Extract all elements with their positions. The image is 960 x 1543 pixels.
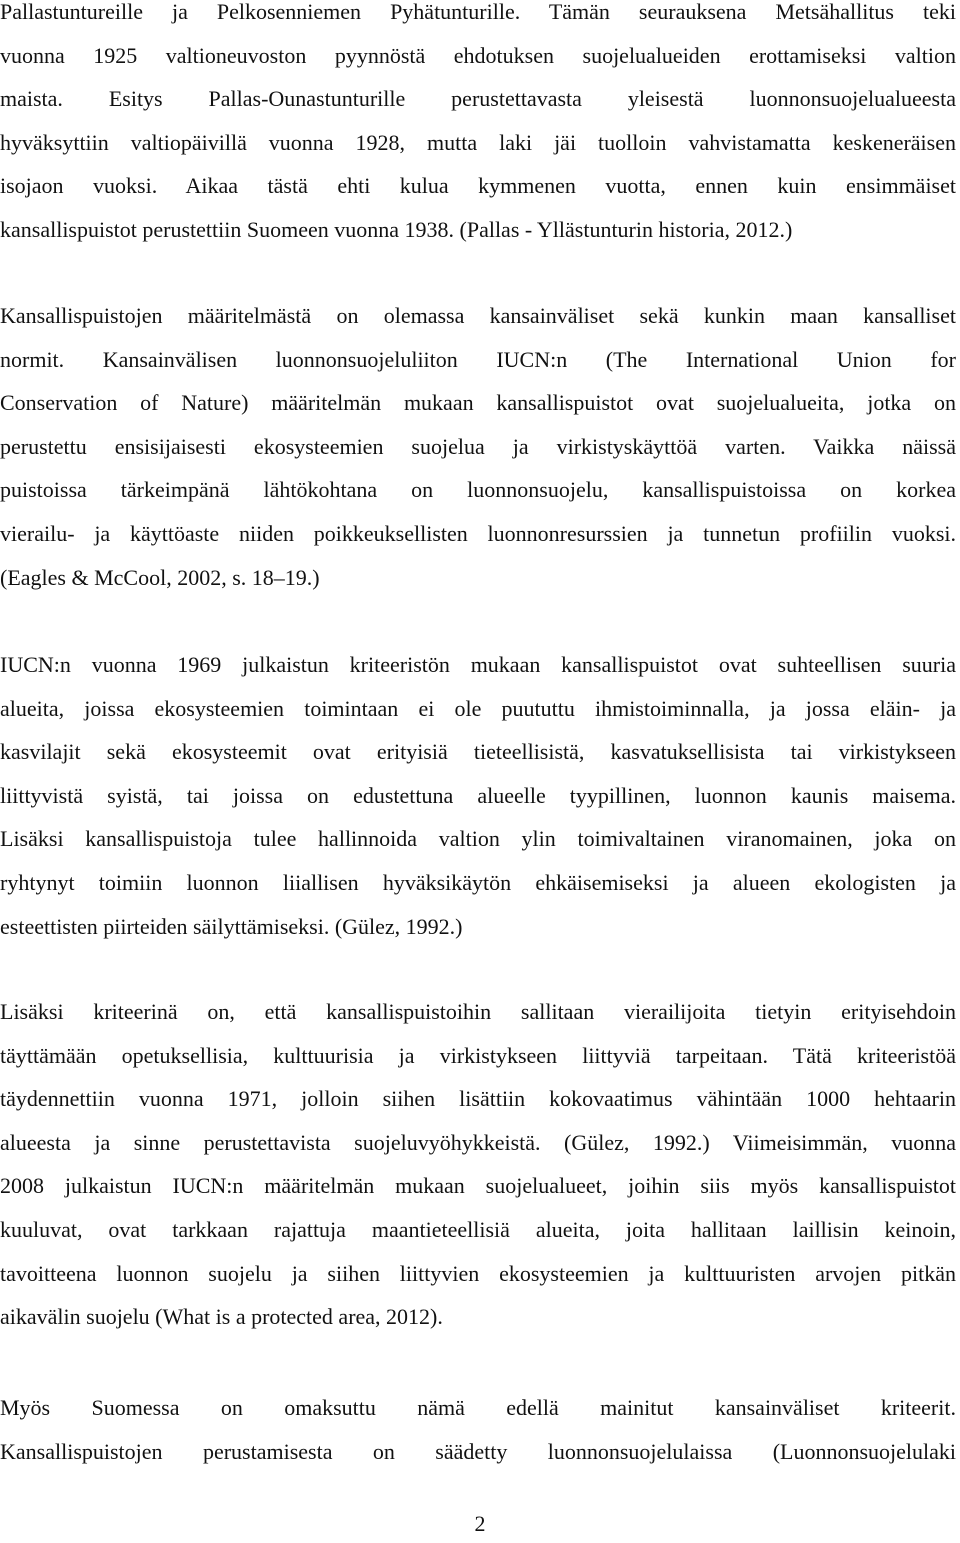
text-line: Kansallispuistojen määritelmästä on olemassa kansainväliset sekä kunkin maan kansalliset bbox=[0, 303, 956, 328]
text-line: esteettisten piirteiden säilyttämiseksi. (Gülez, 1992.) bbox=[0, 913, 463, 939]
text-line: puistoissa tärkeimpänä lähtökohtana on luonnonsuojelu, kansallispuistoissa on korkea bbox=[0, 477, 956, 503]
paragraph-additional-criteria bbox=[0, 990, 956, 1339]
text-line: hyväksyttiin valtiopäivillä vuonna 1928, mutta laki jäi tuolloin vahvistamatta keskeneräisen bbox=[0, 129, 956, 155]
text-line: kasvilajit sekä ekosysteemit ovat erityisiä tieteellisistä, kasvatuksellisista tai virkistykseen bbox=[0, 739, 956, 765]
text-line: täyttämään opetuksellisia, kulttuurisia ja virkistykseen liittyviä tarpeitaan. Tätä kriteeristöä bbox=[0, 1042, 956, 1068]
text-line: vierailu- ja käyttöaste niiden poikkeuksellisten luonnonresurssien ja tunnetun profiilin vuoksi. bbox=[0, 520, 956, 546]
text-line: aikavälin suojelu (What is a protected area, 2012). bbox=[0, 1304, 443, 1330]
text-line: isojaon vuoksi. Aikaa tästä ehti kulua kymmenen vuotta, ennen kuin ensimmäiset bbox=[0, 173, 956, 199]
text-line: (Eagles & McCool, 2002, s. 18–19.) bbox=[0, 564, 320, 590]
text-line: alueita, joissa ekosysteemien toimintaan ei ole puututtu ihmistoiminnalla, ja jossa eläin- ja bbox=[0, 695, 956, 721]
text-line: Lisäksi kansallispuistoja tulee hallinnoida valtion ylin toimivaltainen viranomainen, joka on bbox=[0, 826, 956, 852]
text-line: maista. Esitys Pallas-Ounastunturille perustettavasta yleisestä luonnonsuojelualueesta bbox=[0, 86, 956, 112]
paragraph-national-park-history bbox=[0, 0, 956, 252]
text-line: ryhtynyt toimiin luonnon liiallisen hyväksikäytön ehkäisemiseksi ja alueen ekologisten ja bbox=[0, 869, 956, 895]
text-line: Conservation of Nature) määritelmän mukaan kansallispuistot ovat suojelualueita, jotka on bbox=[0, 390, 956, 416]
text-line: normit. Kansainvälisen luonnonsuojeluliiton IUCN:n (The International Union for bbox=[0, 346, 956, 372]
paragraph-iucn-definition bbox=[0, 294, 956, 599]
text-line: IUCN:n vuonna 1969 julkaistun kriteeristön mukaan kansallispuistot ovat suhteellisen suuria bbox=[0, 652, 956, 677]
text-line: tavoitteena luonnon suojelu ja siihen liittyvien ekosysteemien ja kulttuuristen arvojen pitkän bbox=[0, 1260, 956, 1286]
text-line: Myös Suomessa on omaksuttu nämä edellä mainitut kansainväliset kriteerit. bbox=[0, 1395, 956, 1420]
text-line: kansallispuistot perustettiin Suomeen vuonna 1938. (Pallas - Yllästunturin historia, 2012.) bbox=[0, 216, 793, 242]
text-line: perustettu ensisijaisesti ekosysteemien suojelua ja virkistyskäyttöä varten. Vaikka näissä bbox=[0, 433, 956, 459]
text-line: täydennettiin vuonna 1971, jolloin siihen lisättiin kokovaatimus vähintään 1000 hehtaarin bbox=[0, 1086, 956, 1112]
text-line: vuonna 1925 valtioneuvoston pyynnöstä ehdotuksen suojelualueiden erottamiseksi valtion bbox=[0, 42, 956, 68]
text-line: Pallastuntureille ja Pelkosenniemen Pyhätunturille. Tämän seurauksena Metsähallitus teki bbox=[0, 0, 956, 24]
text-line: Kansallispuistojen perustamisesta on säädetty luonnonsuojelulaissa (Luonnonsuojelulaki bbox=[0, 1438, 956, 1464]
text-line: 2008 julkaistun IUCN:n määritelmän mukaan suojelualueet, joihin siis myös kansallispuistot bbox=[0, 1173, 956, 1199]
paragraph-iucn-1969-criteria bbox=[0, 643, 956, 948]
text-line: Lisäksi kriteerinä on, että kansallispuistoihin sallitaan vierailijoita tietyin erityisehdoin bbox=[0, 999, 956, 1024]
text-line: kuuluvat, ovat tarkkaan rajattuja maantieteellisiä alueita, joita hallitaan laillisin keinoin, bbox=[0, 1216, 956, 1242]
text-line: alueesta ja sinne perustettavista suojeluvyöhykkeistä. (Gülez, 1992.) Viimeisimmän, vuonna bbox=[0, 1129, 956, 1155]
page-number: 2 bbox=[474, 1511, 486, 1536]
paragraph-finland-criteria bbox=[0, 1386, 956, 1473]
text-line: liittyvistä syistä, tai joissa on edustettuna alueelle tyypillinen, luonnon kaunis maisema. bbox=[0, 782, 956, 808]
